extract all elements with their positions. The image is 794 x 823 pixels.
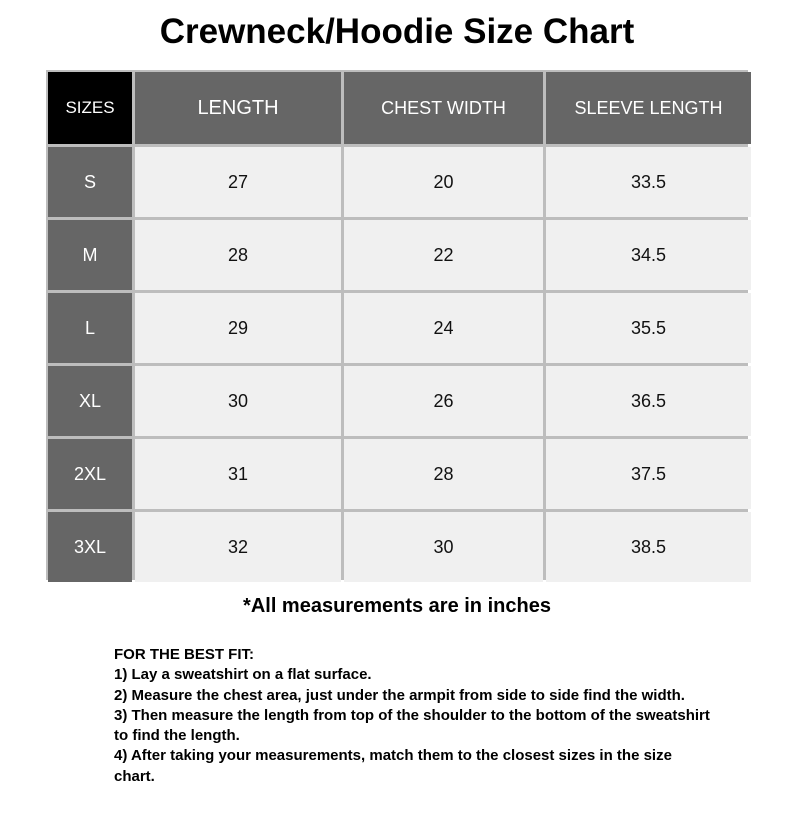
- length-cell: 30: [135, 366, 341, 436]
- chest-cell: 22: [344, 220, 543, 290]
- length-cell: 31: [135, 439, 341, 509]
- size-cell: XL: [48, 366, 132, 436]
- size-cell: L: [48, 293, 132, 363]
- best-fit-step: 4) After taking your measurements, match them to the closest sizes in the size chart.: [114, 747, 672, 785]
- sleeve-cell: 38.5: [546, 512, 751, 582]
- length-cell: 29: [135, 293, 341, 363]
- sleeve-cell: 37.5: [546, 439, 751, 509]
- page-title: Crewneck/Hoodie Size Chart: [159, 12, 635, 51]
- best-fit-step: 3) Then measure the length from top of the shoulder to the bottom of the sweatshirt to find the length.: [114, 706, 710, 745]
- header-sleeve-length: SLEEVE LENGTH: [546, 72, 751, 144]
- sleeve-cell: 33.5: [546, 147, 751, 217]
- chest-cell: 30: [344, 512, 543, 582]
- chest-cell: 28: [344, 439, 543, 509]
- chest-cell: 24: [344, 293, 543, 363]
- size-cell: 3XL: [48, 512, 132, 582]
- best-fit-step: 2) Measure the chest area, just under the armpit from side to side find the width.: [114, 686, 685, 704]
- best-fit-step: 1) Lay a sweatshirt on a flat surface.: [114, 666, 372, 684]
- chest-cell: 20: [344, 147, 543, 217]
- sleeve-cell: 36.5: [546, 366, 751, 436]
- size-cell: S: [48, 147, 132, 217]
- size-chart-table: [46, 70, 748, 580]
- sleeve-cell: 35.5: [546, 293, 751, 363]
- length-cell: 27: [135, 147, 341, 217]
- best-fit-heading: FOR THE BEST FIT:: [114, 646, 254, 663]
- measurement-units-note: *All measurements are in inches: [243, 595, 551, 617]
- size-cell: M: [48, 220, 132, 290]
- chest-cell: 26: [344, 366, 543, 436]
- header-chest-width: CHEST WIDTH: [344, 72, 543, 144]
- length-cell: 32: [135, 512, 341, 582]
- best-fit-instructions: [114, 645, 714, 787]
- sleeve-cell: 34.5: [546, 220, 751, 290]
- header-length: LENGTH: [135, 72, 341, 144]
- header-sizes: SIZES: [48, 72, 132, 144]
- length-cell: 28: [135, 220, 341, 290]
- size-cell: 2XL: [48, 439, 132, 509]
